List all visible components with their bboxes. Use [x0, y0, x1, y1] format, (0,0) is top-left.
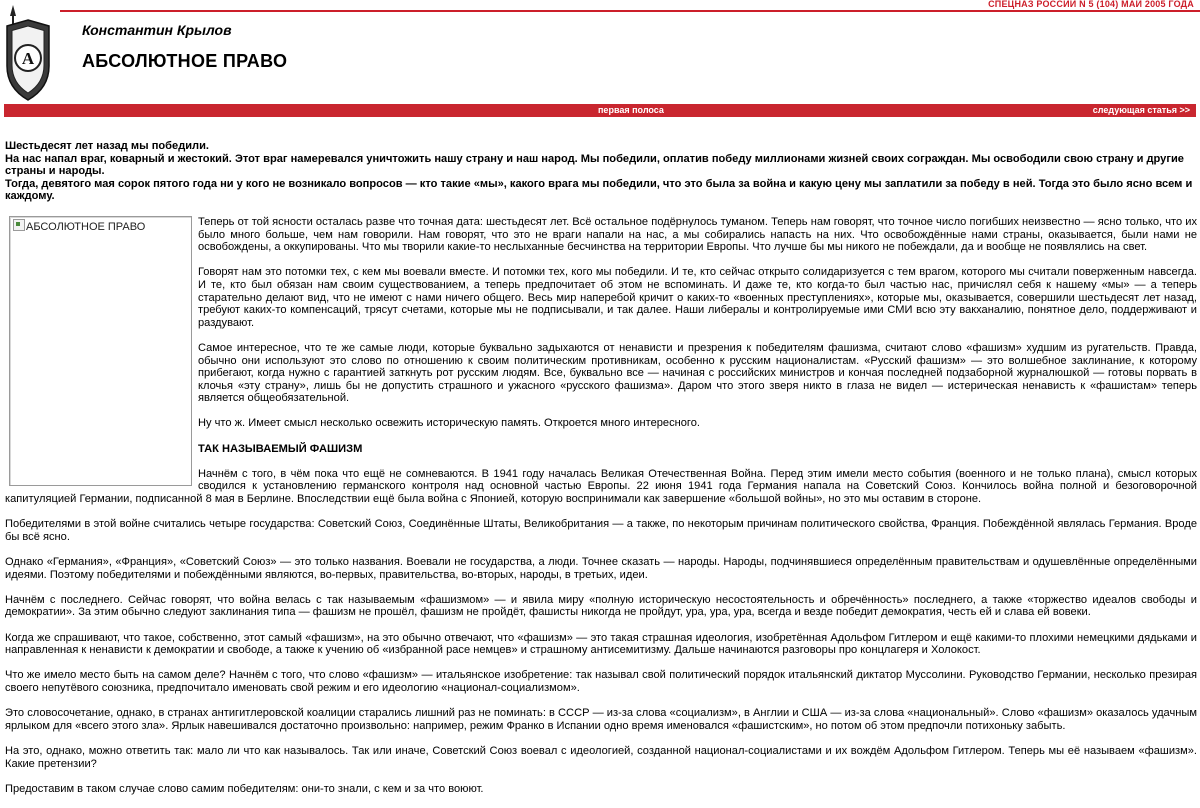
paragraph: Начнём с последнего. Сейчас говорят, что война велась с так называемым «фашизмом» — и явила миру «полную историческую несостоятельность и обречённость» последнего, а также «торжество идеалов свободы и демократии». За этим обычно следуют заклинания типа — фашизм не прошёл, фашизм не пройдёт, фашисты никогда не пройдут, ура, ура, ура, всегда и везде победит демократия, честь ей и слава ей вовеки.: [5, 593, 1197, 619]
lead-block: [5, 140, 1197, 203]
article-title: АБСОЛЮТНОЕ ПРАВО: [82, 51, 288, 71]
paragraph: Теперь от той ясности осталась разве что точная дата: шестьдесят лет. Всё остальное подёрнулось туманом. Теперь нам говорят, что точное число погибших неизвестно — ясно только, что их было много больше, чем нам говорили. Нам говорят, что это не враги напали на нас, а мы собирались напасть на них. Что освобождённые нами страны, оказывается, были нами не освобождены, а оккупированы. Что мы творили какие-то неслыханные бесчинства на территории Европы. Что лучше бы мы никого не побеждали, да и вообще не появлялись на свет.: [198, 215, 1197, 254]
lead-line: На нас напал враг, коварный и жестокий. Этот враг намеревался уничтожить нашу страну и наш народ. Мы победили, оплатив победу миллионами жизней своих сограждан. Мы освободили свою страну и другие страны и народы.: [5, 152, 1184, 178]
nav-bar: [4, 104, 1196, 117]
paragraph: На это, однако, можно ответить так: мало ли что как называлось. Так или иначе, Советский Союз воевал с идеологией, созданной национал-социалистами и их вождём Адольфом Гитлером. Теперь мы её называем «фашизм». Какие претензии?: [5, 744, 1197, 770]
issue-label: СПЕЦНАЗ РОССИИ N 5 (104) МАЙ 2005 ГОДА: [988, 0, 1194, 9]
header-red-rule: [60, 10, 1200, 12]
article-body: [5, 140, 1197, 808]
front-page-link[interactable]: первая полоса: [598, 105, 664, 115]
next-article-link[interactable]: следующая статья >>: [1092, 105, 1190, 115]
paragraph: Ну что ж. Имеет смысл несколько освежить историческую память. Откроется много интересного.: [198, 417, 700, 430]
article-image-placeholder: [9, 216, 192, 486]
paragraph: Самое интересное, что те же самые люди, которые буквально задыхаются от ненависти и презрения к победителям фашизма, считают слово «фашизм» худшим из ругательств. Правда, обычно они используют это слово по отношению к своим политическим противникам, особенно к русским националистам. «Русский фашизм» — это волшебное заклинание, к которому прибегают, когда нужно с гарантией заткнуть рот русским людям. Все, буквально все — начиная с российских министров и кончая последней подзаборной журналюшкой — готовы порвать в клочья «эту страну», лишь бы не допустить страшного и ужасного «русского фашизма». Даром что этого зверя никто в глаза не видел — истерическая ненависть к «фашистам» теперь является общеобязательной.: [198, 341, 1197, 405]
spetsnaz-emblem-logo: [4, 2, 52, 104]
paragraph: Что же имело место быть на самом деле? Начнём с того, что слово «фашизм» — итальянское изобретение: так называл свой политический порядок итальянский диктатор Муссолини. Руководство Германии, несколько презирая своего непутёвого союзника, предпочитало именовать свой режим и его идеологию «национал-социализмом».: [5, 669, 1197, 694]
lead-line: Шестьдесят лет назад мы победили.: [5, 140, 209, 152]
paragraph: Это словосочетание, однако, в странах антигитлеровской коалиции старались лишний раз не поминать: в СССР — из-за слова «социализм», в Англии и США — из-за слова «национальный». Слово «фашизм» оказалось удачным ярлыком для «всего этого зла». Ярлык навешивался достаточно произвольно: например, режим Франко в Испании одно время именовался «фашистским», но потом об этом предпочли потихоньку забыть.: [5, 707, 1197, 732]
paragraph: Говорят нам это потомки тех, с кем мы воевали вместе. И потомки тех, кого мы победили. И те, кто сейчас открыто солидаризуется с тем врагом, которого мы считали поверженным навсегда. И те, кто был обязан нам своим существованием, а теперь предпочитает об этом не вспоминать. И даже те, кто когда-то был частью нас, причислял себя к нашему «мы» — а теперь старательно делают вид, что не имеют с нами ничего общего. Весь мир наперебой кричит о каких-то «военных преступлениях», которые мы, оказывается, совершили шестьдесят лет назад, требуют каких-то компенсаций, трясут счетами, которые мы не подписывали, и так далее. Наши либералы и контролируемые ими СМИ всю эту вакханалию, понятное дело, поддерживают и раздувают.: [198, 266, 1197, 329]
paragraph: Однако «Германия», «Франция», «Советский Союз» — это только названия. Воевали не государства, а люди. Точнее сказать — народы. Народы, подчинявшиеся определённым правительствам и одушевлённые определёнными идеями. Поэтому победителями и побеждёнными являются, во-первых, правительства, во-вторых, народы, в третьих, идеи.: [5, 556, 1197, 581]
paragraph: Когда же спрашивают, что такое, собственно, этот самый «фашизм», на это обычно отвечают, что «фашизм» — это такая страшная идеология, изобретённая Адольфом Гитлером и ещё какими-то плохими немецкими дядьками и направленная к ненависти к демократии и свободе, а также к учению об «избранной расе немцев» и страшному антисемитизму. Дальше начинаются разговоры про концлагеря и Холокост.: [5, 631, 1197, 657]
emblem-letter: А: [21, 49, 35, 68]
author-name: Константин Крылов: [82, 22, 232, 38]
lead-line: Тогда, девятого мая сорок пятого года ни у кого не возникало вопросов — кто такие «мы», какого врага мы победили, что это была за война и какую цену мы заплатили за победу в ней. Тогда это было ясно всем и каждому.: [5, 177, 1193, 203]
broken-image-icon: [13, 219, 25, 231]
section-heading: ТАК НАЗЫВАЕМЫЙ ФАШИЗМ: [198, 442, 363, 455]
paragraph: Начнём с того, в чём пока что ещё не сомневаются. В 1941 году началась Великая Отечественная Война. Перед этим имели место события (военного и не только плана), смысл которых сводился к установлению германского контроля над основной частью Европы. 22 июня 1941 года Германия напала на Советский Союз. Кончилось война полной и безоговорочной капитуляцией Германии, подписанной 8 мая в Берлине. Впоследствии ещё была война с Японией, которую воспринимали как завершение «большой войны», но это мы оставим в стороне.: [5, 467, 1197, 506]
paragraph: Победителями в этой войне считались четыре государства: Советский Союз, Соединённые Штаты, Великобритания — а также, по некоторым причинам политического свойства, Франция. Побеждённой являлась Германия. Вроде бы всё ясно.: [5, 518, 1197, 543]
paragraph: Предоставим в таком случае слово самим победителям: они-то знали, с кем и за что воюют.: [5, 782, 484, 795]
image-alt-text: АБСОЛЮТНОЕ ПРАВО: [26, 220, 146, 233]
